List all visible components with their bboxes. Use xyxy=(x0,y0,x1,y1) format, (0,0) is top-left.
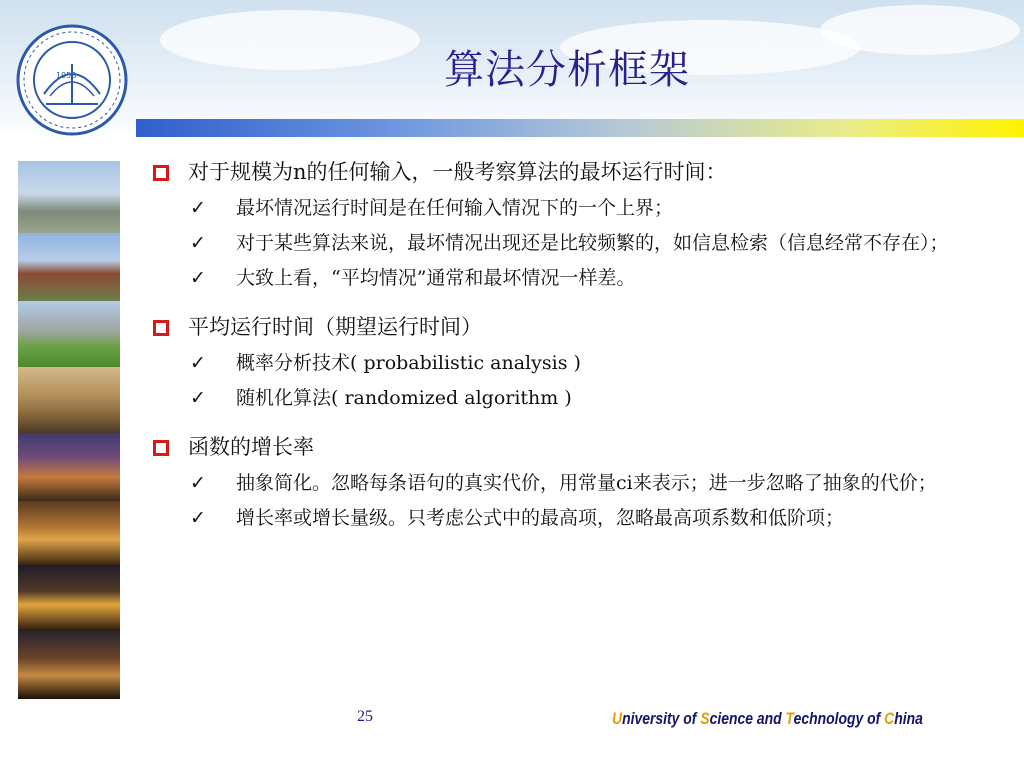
footer-text: niversity of xyxy=(622,709,701,728)
sub-bullet xyxy=(150,229,990,258)
sub-bullet-text: 概率分析技术( probabilistic analysis ) xyxy=(236,352,581,374)
sub-bullet xyxy=(150,264,990,293)
sub-bullet-text: 随机化算法( randomized algorithm ) xyxy=(236,387,572,409)
bullet-2 xyxy=(150,311,990,343)
logo-year: 1958 xyxy=(56,71,77,80)
check-mark-icon: ✓ xyxy=(190,472,206,494)
bullet-3 xyxy=(150,431,990,463)
campus-photo xyxy=(18,565,120,631)
sub-bullet-text: 增长率或增长量级。只考虑公式中的最高项，忽略最高项系数和低阶项； xyxy=(236,507,845,529)
check-mark-icon: ✓ xyxy=(190,232,206,254)
bullet-text: 平均运行时间（期望运行时间） xyxy=(188,315,482,339)
red-square-bullet-icon xyxy=(153,320,169,336)
footer-initial: U xyxy=(612,709,623,728)
sub-bullet xyxy=(150,194,990,223)
campus-photo xyxy=(18,233,120,301)
sub-bullet xyxy=(150,504,990,533)
campus-photo-strip xyxy=(18,161,120,699)
campus-photo xyxy=(18,161,120,233)
university-footer xyxy=(612,709,923,729)
sub-bullet xyxy=(150,349,990,378)
check-mark-icon: ✓ xyxy=(190,197,206,219)
footer-initial: C xyxy=(884,709,895,728)
sub-bullet-text: 对于某些算法来说，最坏情况出现还是比较频繁的，如信息检索（信息经常不存在）； xyxy=(236,232,949,254)
bullet-text: 函数的增长率 xyxy=(188,435,314,459)
footer-text: echnology of xyxy=(793,709,885,728)
campus-photo xyxy=(18,433,120,501)
check-mark-icon: ✓ xyxy=(190,267,206,289)
sub-bullet xyxy=(150,469,990,498)
campus-photo xyxy=(18,631,120,699)
title-gradient-bar xyxy=(136,119,1024,137)
campus-photo xyxy=(18,501,120,565)
footer-initial: S xyxy=(700,709,710,728)
sub-bullet xyxy=(150,384,990,413)
red-square-bullet-icon xyxy=(153,440,169,456)
red-square-bullet-icon xyxy=(153,165,169,181)
footer-text: cience and xyxy=(709,709,786,728)
bullet-text: 对于规模为n的任何输入，一般考察算法的最坏运行时间： xyxy=(188,160,727,184)
campus-photo xyxy=(18,301,120,367)
slide-title: 算法分析框架 xyxy=(444,47,690,93)
footer-initial: T xyxy=(785,709,794,728)
check-mark-icon: ✓ xyxy=(190,507,206,529)
check-mark-icon: ✓ xyxy=(190,352,206,374)
campus-photo xyxy=(18,367,120,433)
sub-bullet-text: 大致上看，“平均情况”通常和最坏情况一样差。 xyxy=(236,267,636,289)
check-mark-icon: ✓ xyxy=(190,387,206,409)
sub-bullet-text: 抽象简化。忽略每条语句的真实代价，用常量ci来表示；进一步忽略了抽象的代价； xyxy=(236,472,937,494)
sub-bullet-text: 最坏情况运行时间是在任何输入情况下的一个上界； xyxy=(236,197,674,219)
bullet-1 xyxy=(150,156,990,188)
slide-content xyxy=(150,150,990,533)
footer-text: hina xyxy=(894,709,923,728)
page-number: 25 xyxy=(357,708,373,725)
